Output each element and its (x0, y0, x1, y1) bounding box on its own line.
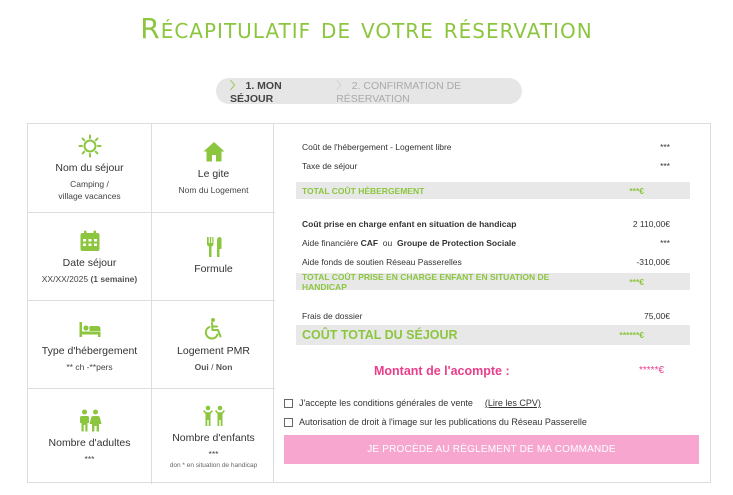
image-rights-checkbox[interactable] (284, 418, 293, 427)
adults-icon (77, 409, 103, 433)
step-mon-sejour[interactable]: 〉 1. MON SÉJOUR (230, 79, 282, 105)
wheelchair-icon (202, 317, 226, 341)
children-icon (201, 404, 227, 428)
total-sejour-row: COÛT TOTAL DU SÉJOUR ******€ (296, 325, 690, 345)
reservation-summary-grid (27, 123, 274, 483)
acompte-label: Montant de l'acompte : (374, 364, 510, 378)
step-confirmation[interactable]: 〉 2. CONFIRMATION DE RÉSERVATION (336, 79, 462, 105)
fork-knife-icon (202, 235, 226, 259)
summary-cell-sejour (28, 124, 152, 213)
summary-cell-adultes (28, 389, 152, 484)
cost-row-taxe: Taxe de séjour *** (302, 161, 670, 171)
cpv-link[interactable]: (Lire les CPV) (484, 398, 541, 408)
cost-row-handicap: Coût prise en charge enfant en situation de handicap 2 110,00€ (302, 219, 670, 229)
house-icon (202, 140, 226, 164)
progress-steps (216, 78, 522, 104)
gite-title: Le gite (197, 168, 230, 180)
cost-panel (274, 123, 711, 483)
pmr-title: Logement PMR (177, 344, 250, 357)
total-handicap-row: TOTAL COÛT PRISE EN CHARGE ENFANT EN SITUATION DE HANDICAP ***€ (296, 273, 690, 290)
acompte-amount: *****€ (639, 365, 665, 376)
summary-cell-enfants (152, 389, 275, 484)
total-hebergement-row: TOTAL COÛT HÉBERGEMENT ***€ (296, 182, 690, 199)
date-title: Date séjour (62, 256, 117, 269)
chevron-right-icon: 〉 (230, 79, 241, 92)
chevron-right-icon: 〉 (336, 79, 347, 92)
adultes-title: Nombre d'adultes (48, 436, 131, 449)
hebergement-value: ** ch -**pers (66, 361, 113, 372)
date-value: XX/XX/2025 (1 semaine) (41, 273, 138, 284)
page-title: Récapitulatif de votre réservation (140, 12, 593, 45)
summary-cell-date (28, 213, 152, 301)
cost-row-aide-caf: Aide financière CAF ou Groupe de Protection Sociale *** (302, 238, 670, 248)
pmr-value: Oui / Non (194, 361, 233, 372)
summary-cell-formule (152, 213, 275, 301)
cgv-checkbox[interactable] (284, 399, 293, 408)
enfants-value: *** (208, 449, 219, 459)
gite-name: Nom du Logement (178, 185, 249, 195)
sejour-type: Camping / village vacances (58, 179, 121, 201)
enfants-title: Nombre d'enfants (172, 432, 255, 444)
bed-icon (78, 317, 102, 341)
formule-title: Formule (194, 262, 233, 275)
cost-row-frais: Frais de dossier 75,00€ (302, 311, 670, 321)
cgv-label: J'accepte les conditions générales de vente (299, 398, 473, 408)
cost-row-aide-fonds: Aide fonds de soutien Réseau Passerelles -310,00€ (302, 257, 670, 267)
sejour-title: Nom du séjour (55, 162, 124, 174)
summary-cell-hebergement (28, 301, 152, 389)
image-rights-checkbox-row (284, 417, 587, 427)
adultes-value: *** (84, 453, 95, 464)
enfants-handicap-note: don * en situation de handicap (169, 462, 258, 469)
sun-icon (78, 134, 102, 158)
cgv-checkbox-row (284, 398, 541, 408)
image-rights-label: Autorisation de droit à l'image sur les publications du Réseau Passerelle (299, 417, 587, 427)
acompte-row (374, 364, 674, 378)
summary-cell-gite (152, 124, 275, 213)
hebergement-title: Type d'hébergement (41, 344, 138, 357)
cost-row-hebergement: Coût de l'hébergement - Logement libre *** (302, 142, 670, 152)
summary-cell-pmr (152, 301, 275, 389)
pay-button[interactable]: JE PROCÈDE AU RÈGLEMENT DE MA COMMANDE (284, 435, 699, 464)
calendar-icon (78, 229, 102, 253)
